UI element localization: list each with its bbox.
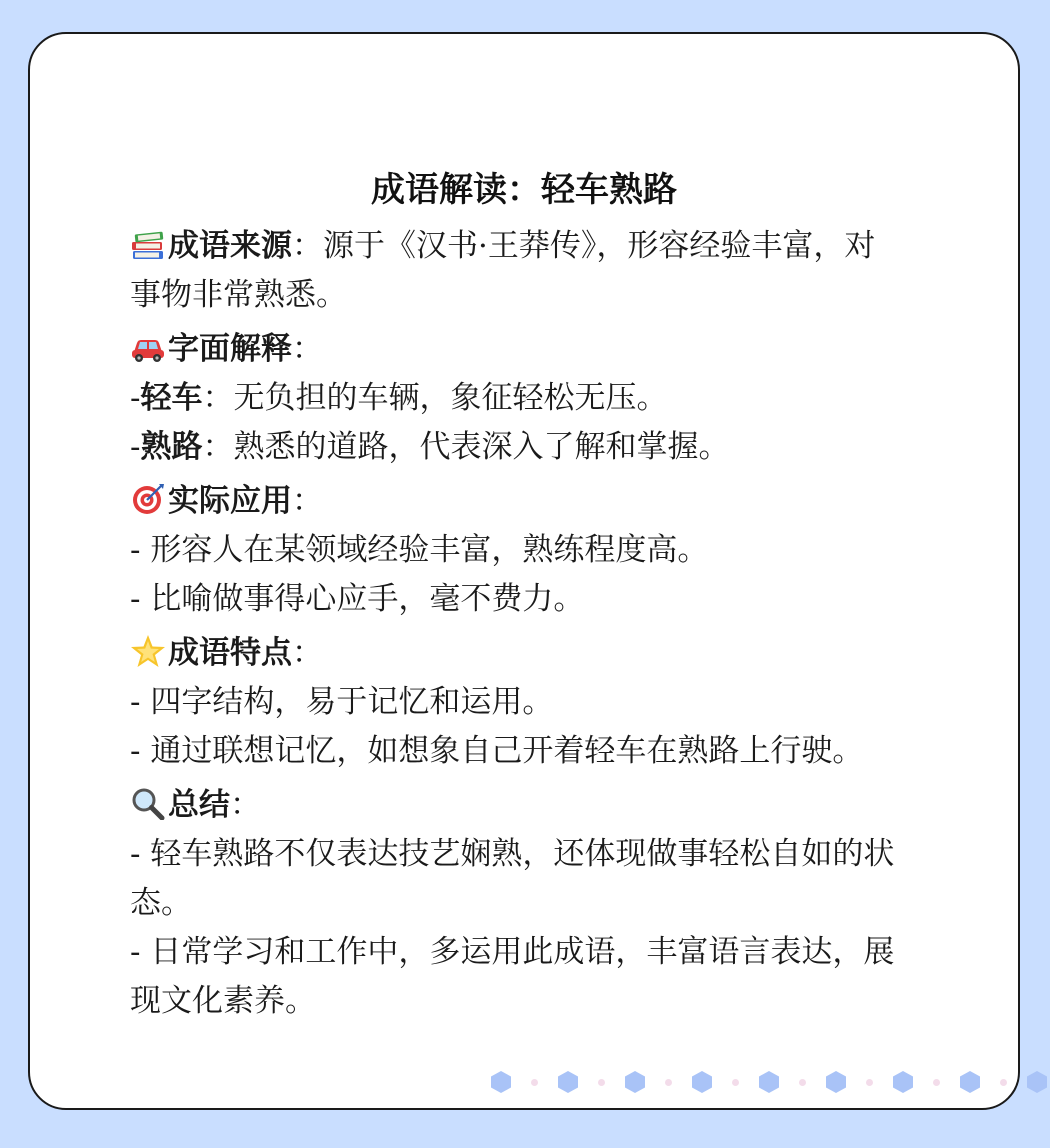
hexagon-decoration — [959, 1070, 981, 1094]
hexagon-decoration — [892, 1070, 914, 1094]
summary-item-2: - 日常学习和工作中，多运用此成语，丰富语言表达，展 — [130, 934, 895, 970]
dot-decoration — [598, 1079, 605, 1086]
dot-decoration — [531, 1079, 538, 1086]
hexagon-decoration — [758, 1070, 780, 1094]
magnifier-icon — [130, 786, 166, 820]
hexagon-decoration — [624, 1070, 646, 1094]
page-title: 成语解读：轻车熟路 — [371, 170, 677, 210]
car-icon — [130, 330, 166, 364]
content-body — [130, 222, 930, 1031]
hexagon-decoration — [557, 1070, 579, 1094]
summary-heading: 总结 — [168, 787, 230, 823]
hexagon-decoration — [1026, 1070, 1048, 1094]
hexagon-decoration — [691, 1070, 713, 1094]
section-source: 成语来源：源于《汉书·王莽传》，形容经验丰富，对 事物非常熟悉。 — [130, 222, 930, 320]
application-item-2: - 比喻做事得心应手，毫不费力。 — [130, 581, 585, 617]
application-item-1: - 形容人在某领域经验丰富，熟练程度高。 — [130, 532, 709, 568]
target-icon — [130, 482, 166, 516]
summary-item-1: - 轻车熟路不仅表达技艺娴熟，还体现做事轻松自如的状 — [130, 836, 895, 872]
source-text-cont: 事物非常熟悉。 — [130, 277, 347, 313]
features-item-2: - 通过联想记忆，如想象自己开着轻车在熟路上行驶。 — [130, 733, 864, 769]
dot-decoration — [665, 1079, 672, 1086]
dot-decoration — [866, 1079, 873, 1086]
source-text: 源于《汉书·王莽传》，形容经验丰富，对 — [323, 228, 876, 264]
decorative-hexagon-row — [490, 1070, 1048, 1094]
features-item-1: - 四字结构，易于记忆和运用。 — [130, 684, 554, 720]
section-literal: 字面解释： -轻车：无负担的车辆，象征轻松无压。 -熟路：熟悉的道路，代表深入了解和掌握。 — [130, 325, 930, 472]
section-summary: 总结： - 轻车熟路不仅表达技艺娴熟，还体现做事轻松自如的状 态。 - 日常学习和工作中，多运用此成语，丰富语言表达，展 现文化素养。 — [130, 781, 930, 1026]
dot-decoration — [1000, 1079, 1007, 1086]
summary-item-2-cont: 现文化素养。 — [130, 983, 316, 1019]
star-icon — [130, 634, 166, 668]
section-application: 实际应用： - 形容人在某领域经验丰富，熟练程度高。 - 比喻做事得心应手，毫不费力。 — [130, 477, 930, 624]
books-icon — [130, 227, 166, 261]
application-heading: 实际应用 — [168, 483, 292, 519]
features-heading: 成语特点 — [168, 635, 292, 671]
dot-decoration — [933, 1079, 940, 1086]
summary-item-1-cont: 态。 — [130, 885, 192, 921]
hexagon-decoration — [490, 1070, 512, 1094]
hexagon-decoration — [825, 1070, 847, 1094]
content-card — [28, 32, 1020, 1110]
dot-decoration — [732, 1079, 739, 1086]
literal-item-2: -熟路：熟悉的道路，代表深入了解和掌握。 — [130, 429, 730, 465]
source-heading: 成语来源 — [168, 228, 292, 264]
dot-decoration — [799, 1079, 806, 1086]
section-features: 成语特点： - 四字结构，易于记忆和运用。 - 通过联想记忆，如想象自己开着轻车在熟路上行驶。 — [130, 629, 930, 776]
literal-item-1: -轻车：无负担的车辆，象征轻松无压。 — [130, 380, 668, 416]
literal-heading: 字面解释 — [168, 331, 292, 367]
